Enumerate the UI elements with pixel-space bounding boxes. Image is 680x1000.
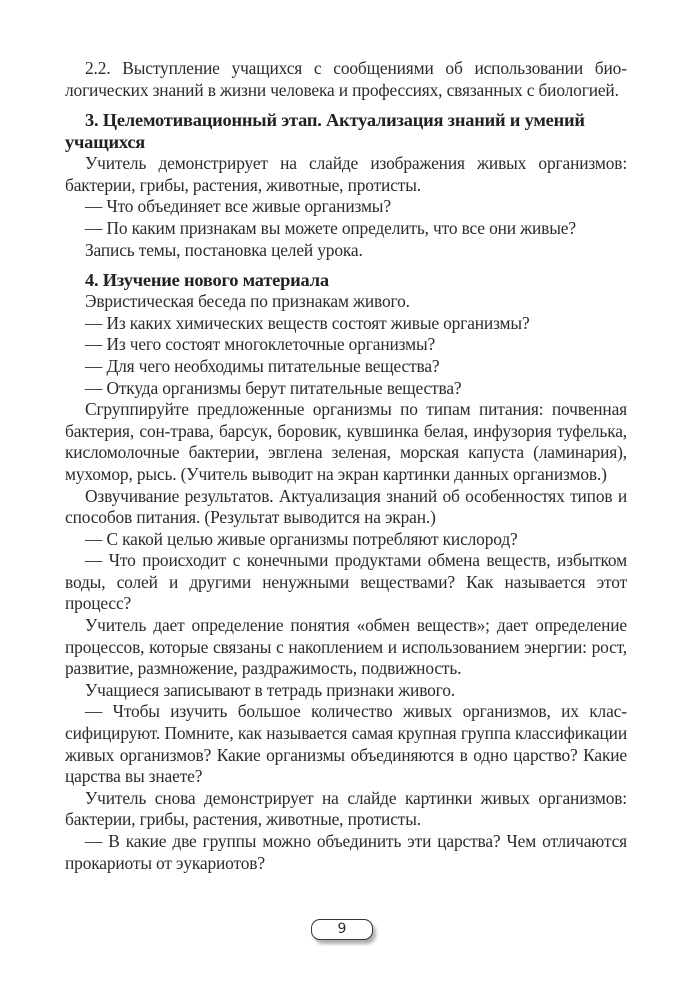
question-chemical-substances: — Из каких химических веществ состоят живые организмы?	[85, 312, 530, 333]
paragraph-teacher-shows-again: Учитель снова демонстрирует на слайде картинки живых организмов: бактерии, грибы, растения, животные, протисты.	[65, 787, 627, 830]
question-classification: — Чтобы изучить большое количество живых организмов, их классифицируют. Помните, как называется самая крупная группа классификации живых организмов? Какие организмы объединяются в одно царство? Какие царства вы знаете?	[65, 701, 627, 787]
question-prokaryotes-eukaryotes: — В какие две группы можно объединить эти царства? Чем отличаются прокариоты от эукариотов?	[65, 831, 627, 873]
page-number: 9	[311, 919, 373, 940]
page-number-badge	[311, 919, 375, 941]
paragraph-2-2-student-presentations: 2.2. Выступление учащихся с сообщениями об использовании биологических знаний в жизни человека и профессиях, связанных с биологией.	[65, 58, 627, 100]
paragraph-topic-and-goals: Запись темы, постановка целей урока.	[85, 239, 363, 260]
question-nutrients-purpose: — Для чего необходимы питательные вещества?	[85, 355, 440, 376]
document-page	[65, 58, 627, 874]
question-oxygen: — С какой целью живые организмы потребляют кислород?	[85, 528, 518, 549]
paragraph-students-write: Учащиеся записывают в тетрадь признаки живого.	[85, 679, 455, 700]
question-metabolic-products: — Что происходит с конечными продуктами обмена веществ, избытком воды, солей и другими ненужными веществами? Как называется этот процесс?	[65, 550, 627, 614]
paragraph-teacher-demonstrates: Учитель демонстрирует на слайде изображения живых организмов: бактерии, грибы, растения, животные, протисты.	[65, 153, 627, 195]
question-multicellular: — Из чего состоят многоклеточные организмы?	[85, 334, 436, 355]
question-nutrients-source: — Откуда организмы берут питательные вещества?	[85, 377, 462, 398]
paragraph-metabolism-definition: Учитель дает определение понятия «обмен веществ»; дает определение процессов, которые связаны с накоплением и использованием энергии: рост, развитие, размножение, раздражимость, подвижность.	[65, 615, 627, 679]
question-what-unites-organisms: — Что объединяет все живые организмы?	[85, 196, 391, 217]
paragraph-results-voicing: Озвучивание результатов. Актуализация знаний об особенностях типов и способов питания. (Результат выводится на экран.)	[65, 485, 627, 528]
question-signs-of-living: — По каким признакам вы можете определить, что все они живые?	[85, 217, 576, 238]
section-heading-3-motivation-stage: 3. Целемотивационный этап. Актуализация знаний и умений учащихся	[65, 110, 585, 153]
paragraph-heuristic-conversation: Эвристическая беседа по признакам живого.	[85, 291, 410, 312]
section-heading-4-new-material: 4. Изучение нового материала	[85, 270, 329, 291]
paragraph-group-organisms-task: Сгруппируйте предложенные организмы по типам питания: почвенная бактерия, сон-трава, барсук, боровик, кувшинка белая, инфузория туфелька, кисломолочные бактерии, эвглена зеленая, морская капуста (ламинария), мухомор, рысь. (Учитель выводит на экран картинки данных организмов.)	[65, 399, 627, 484]
